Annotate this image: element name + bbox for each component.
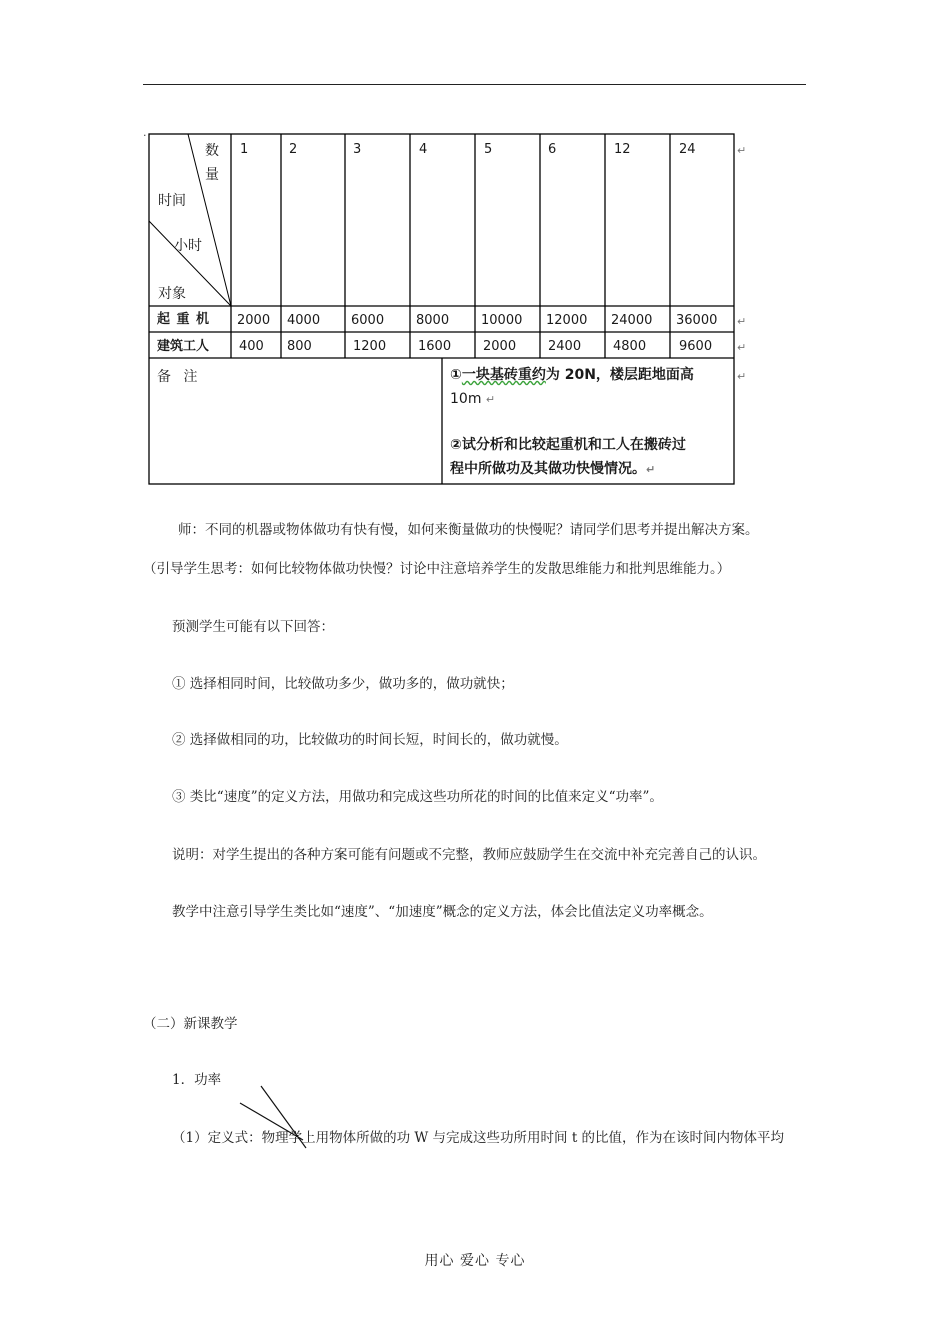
- paragraph-definition: （1）定义式：物理学上用物体所做的功 W 与完成这些功所用时间 t 的比值，作为在该时间内物体平均: [172, 1130, 785, 1146]
- page-footer: 用心 爱心 专心: [424, 1253, 526, 1269]
- remark-line-4-text: 程中所做功及其做功快慢情况。: [450, 461, 646, 477]
- paragraph-teacher-question: 师：不同的机器或物体做功有快有慢，如何来衡量做功的快慢呢？请同学们思考并提出解决方案。: [178, 522, 759, 538]
- table-cell: 800: [287, 339, 312, 354]
- table-cell: 4800: [613, 339, 647, 354]
- paragraph-teaching-note: 教学中注意引导学生类比如“速度”、“加速度”概念的定义方法，体会比值法定义功率概念。: [172, 904, 713, 920]
- column-header: 4: [419, 142, 428, 157]
- column-header: 1: [240, 142, 249, 157]
- paragraph-answer-3: ③ 类比“速度”的定义方法，用做功和完成这些功所花的时间的比值来定义“功率”。: [172, 789, 663, 805]
- column-header: 5: [484, 142, 493, 157]
- remark-line-3: ②试分析和比较起重机和工人在搬砖过: [450, 437, 686, 453]
- return-mark: ↵: [737, 144, 747, 157]
- table-cell: 8000: [416, 313, 450, 328]
- subsection-heading: 1．功率: [172, 1072, 222, 1088]
- return-mark: ↵: [737, 315, 747, 328]
- row-label-worker: 建筑工人: [157, 339, 210, 354]
- header-mark: .: [143, 126, 147, 139]
- remark-line-2-text: 10m: [450, 391, 482, 407]
- return-mark: ↵: [737, 370, 747, 383]
- row-label-crane: 起 重 机: [157, 312, 211, 327]
- table-cell: 400: [239, 339, 264, 354]
- table-cell: 2000: [483, 339, 517, 354]
- table-cell: 6000: [351, 313, 385, 328]
- paragraph-guidance: （引导学生思考：如何比较物体做功快慢？讨论中注意培养学生的发散思维能力和批判思维能力。）: [143, 561, 731, 577]
- remark-label: 备 注: [157, 369, 202, 385]
- column-header: 6: [548, 142, 557, 157]
- paragraph-answer-2: ② 选择做相同的功，比较做功的时间长短，时间长的，做功就慢。: [172, 732, 568, 748]
- header-label-object: 对象: [158, 286, 186, 302]
- table-cell: 2000: [237, 313, 271, 328]
- paragraph-prediction: 预测学生可能有以下回答：: [172, 619, 334, 635]
- table-cell: 1200: [353, 339, 387, 354]
- table-cell: 9600: [679, 339, 713, 354]
- column-header: 2: [289, 142, 298, 157]
- column-header: 3: [353, 142, 362, 157]
- table-cell: 10000: [481, 313, 523, 328]
- column-header: 24: [679, 142, 696, 157]
- remark-line-1-marker: ①: [450, 367, 462, 383]
- column-header: 12: [614, 142, 631, 157]
- return-mark: ↵: [646, 463, 656, 476]
- paragraph-answer-1: ① 选择相同时间，比较做功多少，做功多的，做功就快；: [172, 676, 514, 692]
- return-mark: ↵: [737, 341, 747, 354]
- table-cell: 1600: [418, 339, 452, 354]
- header-label-quantity-1: 数: [205, 143, 219, 159]
- return-mark: ↵: [485, 393, 496, 406]
- header-label-quantity-2: 量: [205, 167, 219, 183]
- remark-line-1-rest: 为 20N，楼层距地面高: [545, 367, 694, 383]
- remark-line-1-underlined-a: 一块基: [461, 367, 504, 383]
- table-cell: 12000: [546, 313, 588, 328]
- paragraph-explanation: 说明：对学生提出的各种方案可能有问题或不完整，教师应鼓励学生在交流中补充完善自己的认识。: [172, 847, 766, 863]
- header-label-hours: 小时: [174, 238, 202, 254]
- table-cell: 2400: [548, 339, 582, 354]
- table-cell: 24000: [611, 313, 653, 328]
- table-cell: 36000: [676, 313, 718, 328]
- table-cell: 4000: [287, 313, 321, 328]
- header-label-time: 时间: [158, 193, 186, 209]
- remark-line-1-underlined-b: 砖重约: [503, 367, 546, 383]
- section-heading: （二）新课教学: [143, 1016, 238, 1032]
